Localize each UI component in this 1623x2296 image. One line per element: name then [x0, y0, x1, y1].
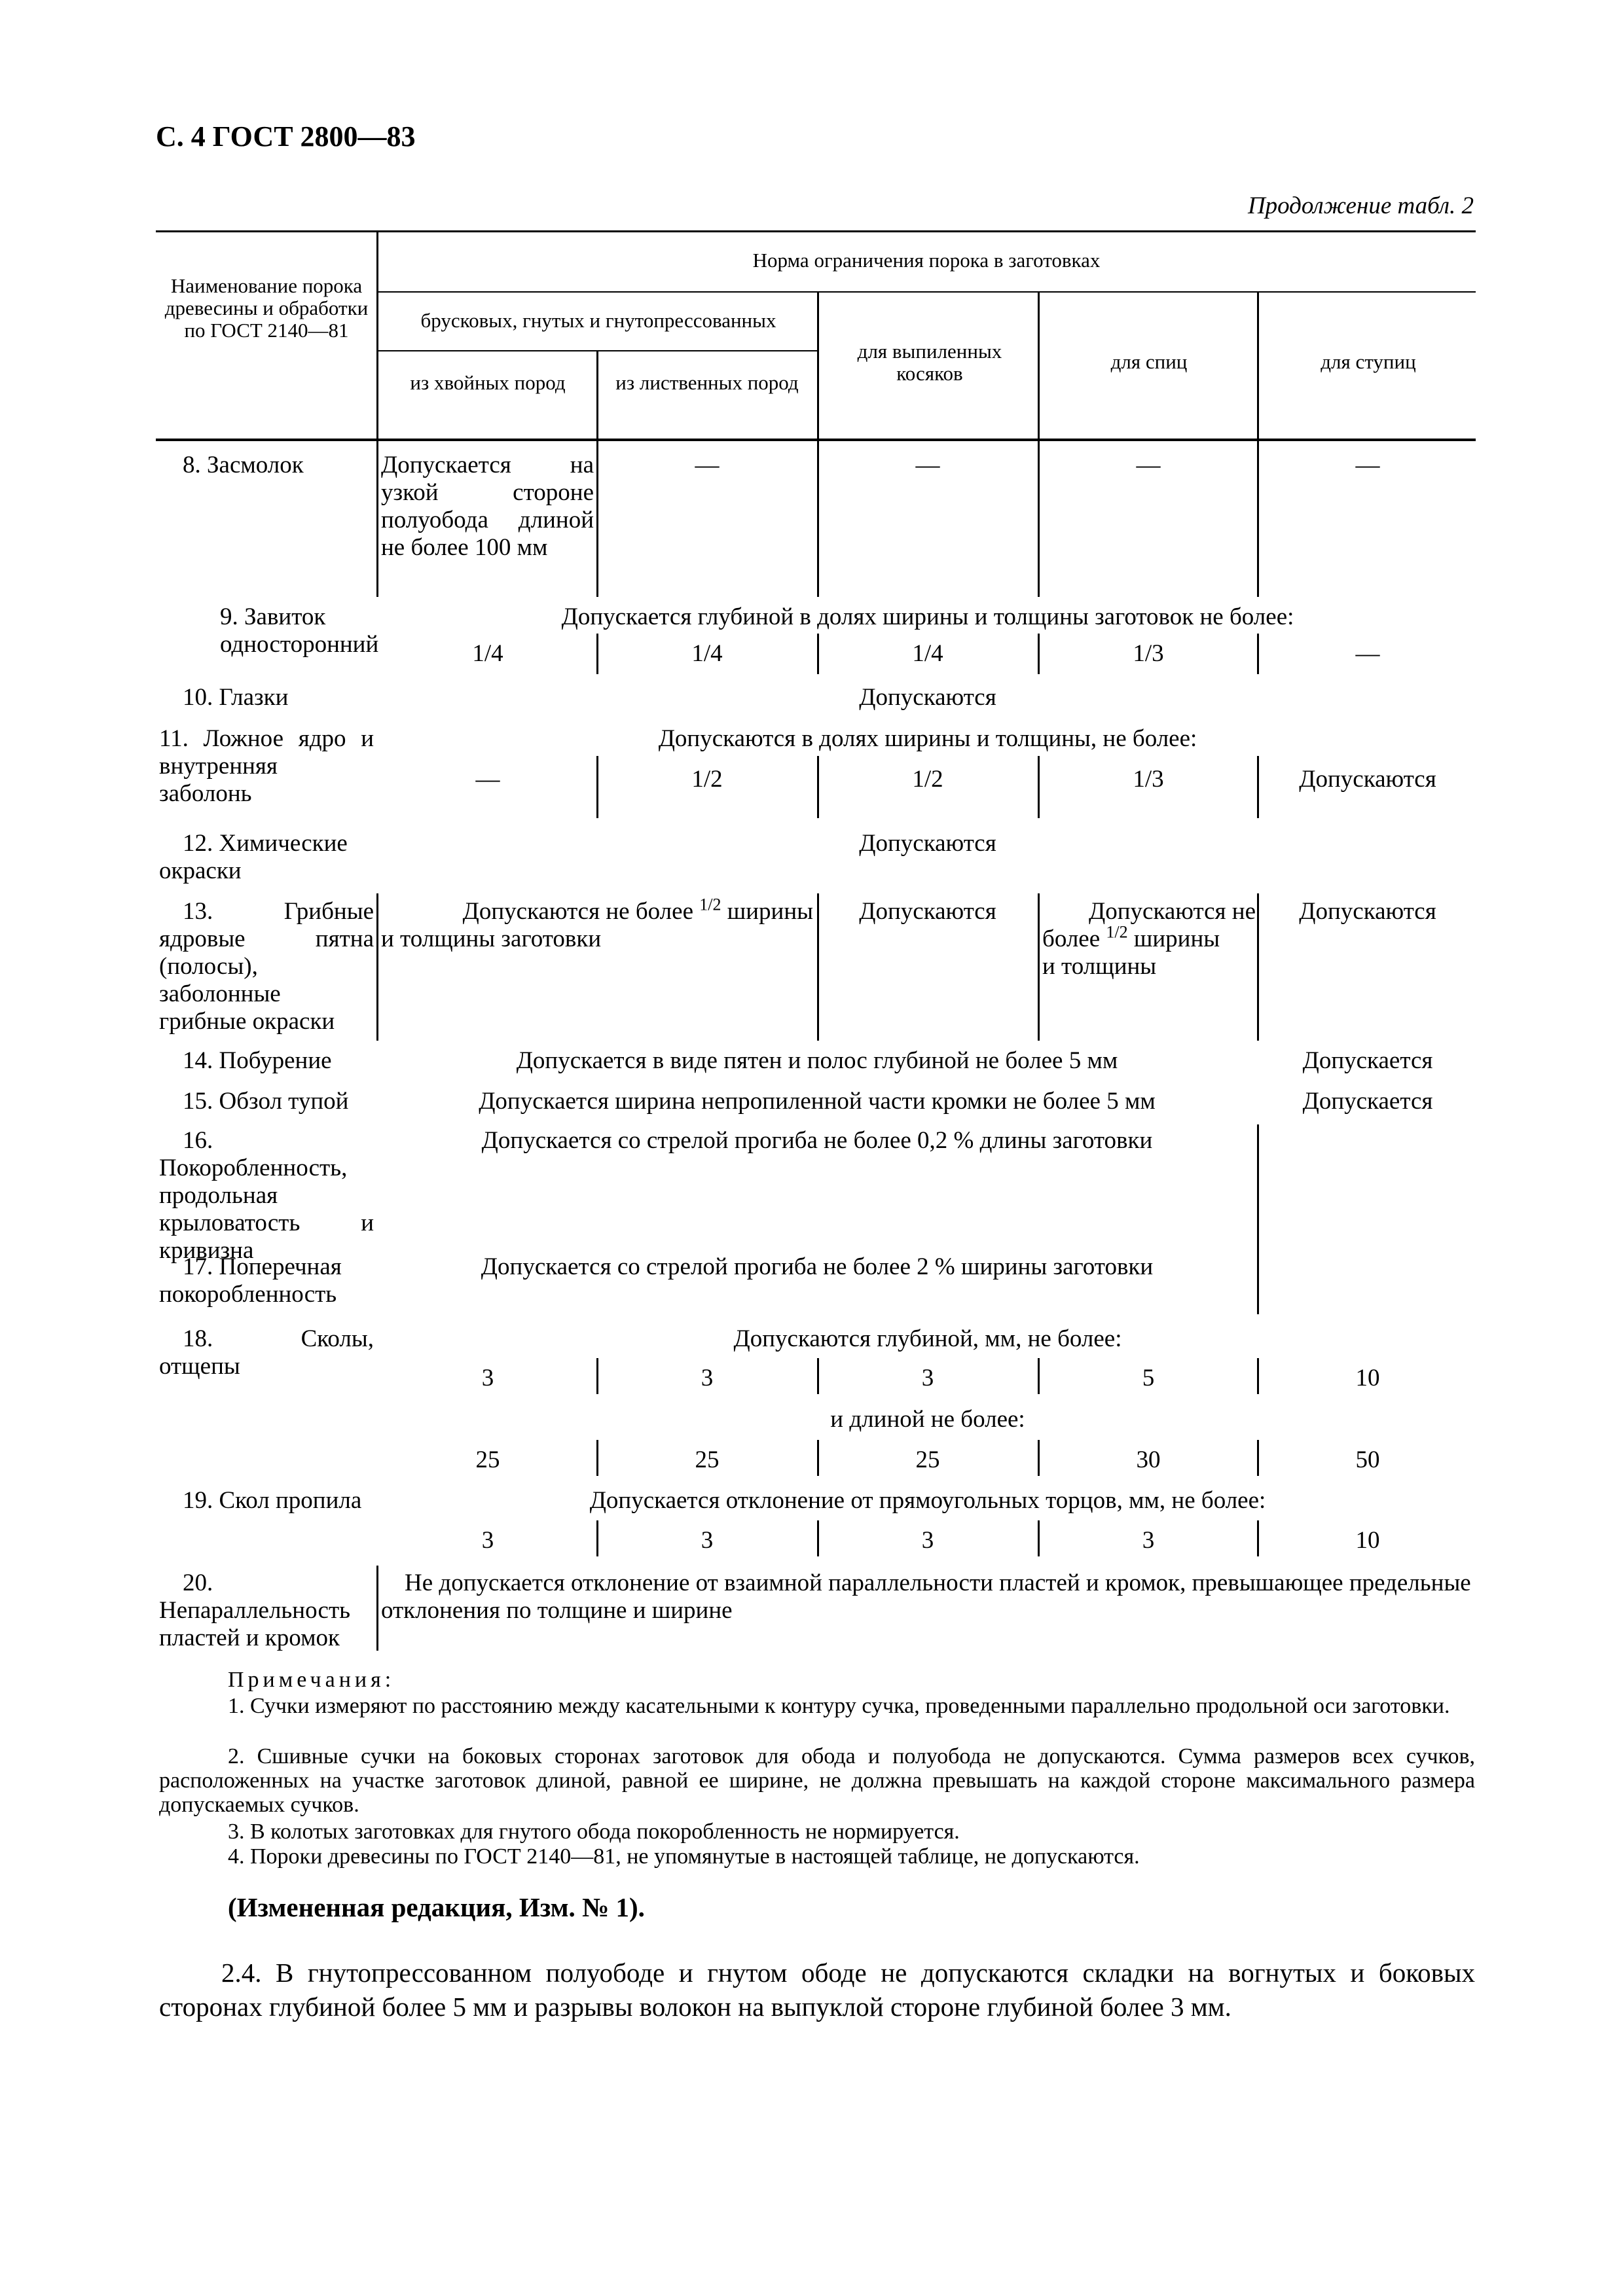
row9-name [159, 603, 379, 658]
row18-vline-4a [1257, 1358, 1259, 1394]
row19-val-spokes: 3 [1142, 1527, 1155, 1554]
table-top-rule [156, 230, 1476, 232]
row14-name: 14. Побурение [183, 1047, 332, 1074]
row16-name: 16. Покоробленность, продольная крыловатость и кривизна [159, 1127, 374, 1264]
row13-spokes-line2 [1042, 922, 1256, 953]
row13-spokes-text-c: ширины [1133, 925, 1220, 952]
r8-vline-1 [376, 441, 378, 597]
row13-spokes-line1: Допускаются не [1089, 898, 1256, 925]
row8-softwood: Допускается на узкой стороне полуобода длиной не более 100 мм [381, 452, 594, 561]
row20-vline [376, 1566, 378, 1651]
row19-vline-4 [1257, 1520, 1259, 1556]
row13-vline-2 [817, 893, 819, 1041]
row19-val-hardwood: 3 [701, 1527, 714, 1554]
row9-vline-2 [817, 634, 819, 674]
row20-span: Не допускается отклонение от взаимной параллельности пластей и кромок, превышающее предельные отклонения по толщине и ширине [381, 1570, 1471, 1624]
row16-17-vline [1257, 1124, 1259, 1314]
note-4: 4. Пороки древесины по ГОСТ 2140—81, не упомянутые в настоящей таблице, не допускаются. [228, 1844, 1140, 1869]
row19-span: Допускается отклонение от прямоугольных торцов, мм, не более: [589, 1487, 1266, 1514]
row13-vline-3 [1038, 893, 1040, 1041]
r8-vline-4 [1038, 441, 1040, 597]
row9-vline-4 [1257, 634, 1259, 674]
row18-name: 18. Сколы, отщепы [159, 1325, 374, 1380]
row8-name: 8. Засмолок [183, 452, 304, 478]
header-rule-1 [377, 291, 1476, 293]
row13-spokes [1042, 898, 1256, 980]
row19-vline-2 [817, 1520, 819, 1556]
header-norm-group: Норма ограничения порока в заготовках [752, 249, 1101, 272]
r8-vline-3 [817, 441, 819, 597]
table-continuation-label: Продолжение табл. 2 [1247, 192, 1474, 219]
row15-span: Допускается ширина непропиленной части кромки не более 5 мм [479, 1088, 1156, 1115]
row11-val-softwood: — [475, 766, 500, 793]
header-hardwood: из лиственных пород [615, 371, 799, 394]
header-sawn: для выпиленных косяков [857, 340, 1002, 385]
row11-vline-4 [1257, 756, 1259, 818]
row13-group-fraction: 1/2 [699, 895, 721, 914]
row11-val-hubs: Допускаются [1299, 766, 1436, 793]
row18-depth-hubs: 10 [1355, 1365, 1380, 1391]
row20-name: 20. Непараллельность пластей и кромок [159, 1570, 350, 1651]
note-3: 3. В колотых заготовках для гнутого обода покоробленность не нормируется. [228, 1820, 960, 1844]
row18-vline-1b [596, 1440, 598, 1476]
row17-span: Допускается со стрелой прогиба не более 2 % ширины заготовки [481, 1253, 1154, 1280]
notes-title: Примечания: [228, 1668, 395, 1692]
row11-vline-3 [1038, 756, 1040, 818]
header-vline-5 [1257, 291, 1259, 440]
row18-length-softwood: 25 [475, 1446, 500, 1473]
row9-val-sawn: 1/4 [912, 640, 943, 667]
row13-group-text-b: ширины [727, 898, 813, 925]
paragraph-2-4: 2.4. В гнутопрессованном полуободе и гнутом ободе не допускаются складки на вогнутых и боковых сторонах глубиной более 5 мм и разрывы волокон на выпуклой стороне глубиной более 3 мм. [159, 1958, 1475, 2022]
row13-vline-1 [376, 893, 378, 1041]
row18-vline-3b [1038, 1440, 1040, 1476]
row10-name: 10. Глазки [183, 684, 289, 711]
row16-span: Допускается со стрелой прогиба не более 0,2 % длины заготовки [481, 1127, 1153, 1154]
row14-span: Допускается в виде пятен и полос глубиной не более 5 мм [516, 1047, 1118, 1074]
row18-vline-3a [1038, 1358, 1040, 1394]
header-bottom-rule [156, 439, 1476, 441]
header-vline-1 [376, 230, 378, 440]
row18-length-sawn: 25 [915, 1446, 940, 1473]
row9-vline-1 [596, 634, 598, 674]
row19-val-hubs: 10 [1355, 1527, 1380, 1554]
header-name-col: Наименование порока древесины и обработки по ГОСТ 2140—81 [164, 274, 369, 342]
header-group-bar: брусковых, гнутых и гнутопрессованных [420, 309, 776, 332]
note-1: 1. Сучки измеряют по расстоянию между касательными к контуру сучка, проведенными параллельно продольной оси заготовки. [228, 1694, 1450, 1718]
row11-val-sawn: 1/2 [912, 766, 943, 793]
row13-spokes-text-b: более [1042, 925, 1101, 952]
row17-name: 17. Поперечная покоробленность [159, 1253, 342, 1308]
row9-val-spokes: 1/3 [1133, 640, 1164, 667]
row13-group-line2: и толщины заготовки [381, 925, 602, 952]
row11-val-hardwood: 1/2 [691, 766, 723, 793]
row18-length-spokes: 30 [1136, 1446, 1161, 1473]
row13-spokes-line3: и толщины [1042, 953, 1157, 980]
row9-val-hubs: — [1355, 640, 1380, 667]
row13-sawn: Допускаются [859, 898, 996, 925]
row18-span2: и длиной не более: [830, 1406, 1025, 1433]
row11-vline-2 [817, 756, 819, 818]
r8-vline-5 [1257, 441, 1259, 597]
row13-spokes-fraction: 1/2 [1106, 922, 1128, 942]
row9-span: Допускается глубиной в долях ширины и толщины заготовок не более: [561, 603, 1294, 630]
row11-span: Допускаются в долях ширины и толщины, не более: [658, 725, 1197, 752]
row9-name-text: 9. Завиток односторонний [220, 603, 379, 658]
row18-depth-hardwood: 3 [701, 1365, 714, 1391]
row18-vline-2b [817, 1440, 819, 1476]
header-spokes: для спиц [1110, 350, 1188, 373]
row14-hubs: Допускается [1302, 1047, 1433, 1074]
row15-name: 15. Обзол тупой [183, 1088, 349, 1115]
row9-vline-3 [1038, 634, 1040, 674]
row8-spokes: — [1136, 452, 1161, 478]
row9-val-softwood: 1/4 [472, 640, 503, 667]
row18-depth-sawn: 3 [921, 1365, 934, 1391]
row9-val-hardwood: 1/4 [691, 640, 723, 667]
header-hubs: для ступиц [1321, 350, 1416, 373]
header-softwood: из хвойных пород [410, 371, 566, 394]
row19-vline-3 [1038, 1520, 1040, 1556]
amendment-note: (Измененная редакция, Изм. № 1). [228, 1892, 645, 1922]
note-2: 2. Сшивные сучки на боковых сторонах заготовок для обода и полуобода не допускаются. Сумма размеров всех сучков, расположенных на участке заготовок длиной, равной ее ширине, не должна превышать на каждой стороне максимального размера допускаемых сучков. [159, 1744, 1475, 1817]
row11-name: 11. Ложное ядро и внутренняя заболонь [159, 725, 374, 807]
row18-length-hardwood: 25 [695, 1446, 720, 1473]
page-header: С. 4 ГОСТ 2800—83 [156, 120, 416, 152]
row18-length-hubs: 50 [1355, 1446, 1380, 1473]
row12-name: 12. Химические окраски [159, 830, 348, 884]
row18-span1: Допускаются глубиной, мм, не более: [733, 1325, 1122, 1352]
header-vline-2 [596, 350, 598, 440]
row19-name: 19. Скол пропила [183, 1487, 362, 1514]
row11-val-spokes: 1/3 [1133, 766, 1164, 793]
row13-vline-4 [1257, 893, 1259, 1041]
row13-name: 13. Грибные ядровые пятна (полосы), заболонные грибные окраски [159, 898, 374, 1035]
row13-group-text-a: Допускаются не более [462, 898, 693, 925]
row18-vline-2a [817, 1358, 819, 1394]
row13-group-cell [381, 895, 813, 953]
row12-span: Допускаются [859, 830, 996, 857]
r8-vline-2 [596, 441, 598, 597]
header-vline-4 [1038, 291, 1040, 440]
row18-vline-1a [596, 1358, 598, 1394]
row11-vline-1 [596, 756, 598, 818]
row10-span: Допускаются [859, 684, 996, 711]
row8-hubs: — [1355, 452, 1380, 478]
row19-val-softwood: 3 [481, 1527, 494, 1554]
row15-hubs: Допускается [1302, 1088, 1433, 1115]
row18-depth-softwood: 3 [481, 1365, 494, 1391]
row18-depth-spokes: 5 [1142, 1365, 1155, 1391]
row18-vline-4b [1257, 1440, 1259, 1476]
row19-val-sawn: 3 [921, 1527, 934, 1554]
header-vline-3 [817, 291, 819, 440]
row13-hubs: Допускаются [1299, 898, 1436, 925]
row19-vline-1 [596, 1520, 598, 1556]
row13-group-line1 [381, 895, 813, 925]
row8-hardwood: — [695, 452, 720, 478]
row8-sawn: — [915, 452, 940, 478]
